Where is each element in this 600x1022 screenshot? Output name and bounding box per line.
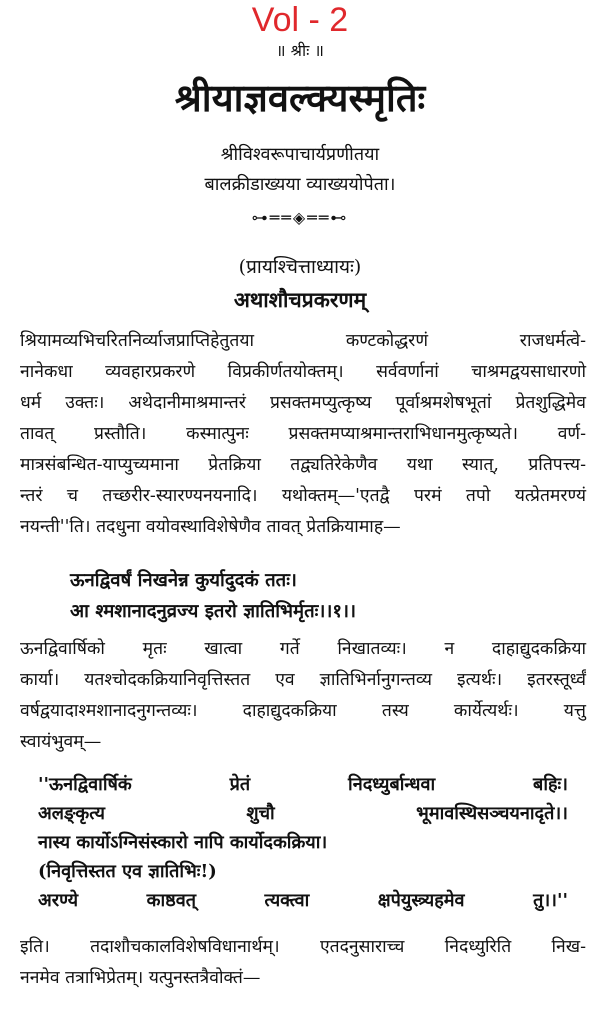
volume-label: Vol - 2 <box>251 1 349 39</box>
quote-line: ''ऊनद्विवार्षिकं प्रेतं निदध्युर्बान्धवा बहिः। <box>38 774 568 795</box>
text-line: कार्या। यतश्चोदकक्रियानिवृत्तिस्तत एव ज्ञातिभिर्नानुगन्तव्य इत्यर्थः। इतरस्तूर्ध्वं <box>20 670 586 690</box>
verse-1 <box>70 565 570 627</box>
text-line: धर्म उक्तः। अथेदानीमाश्रमान्तरं प्रसक्तमप्युत्कृष्य पूर्वाश्रमशेषभूतां प्रेतशुद्धिमेव <box>20 393 586 413</box>
text-line: नानेकधा व्यवहारप्रकरणे विप्रकीर्णतयोक्तम्। सर्ववर्णानां चाश्रमद्वयसाधारणो <box>20 362 586 382</box>
text-line: इति। तदाशौचकालविशेषविधानार्थम्। एतदनुसाराच्च निदध्युरिति निख- <box>20 937 586 957</box>
text-line: न्तरं च तच्छरीर-स्यारण्यनयनादि। यथोक्तम्—'एतद्वै परमं तपो यत्प्रेतमरण्यं <box>20 486 586 506</box>
section-heading: अथाशौचप्रकरणम् <box>233 287 367 312</box>
text-line: ननमेव तत्राभिप्रेतम्। यत्पुनस्तत्रैवोक्तं— <box>20 968 261 988</box>
quote-line: अरण्ये काष्ठवत् त्यक्त्वा क्षपेयुस्त्र्यहमेव तु।।'' <box>38 890 568 911</box>
verse-line: ऊनद्विवर्षं निखनेन्न कुर्यादुदकं ततः। <box>70 570 297 591</box>
paragraph-1 <box>20 326 586 543</box>
paragraph-3 <box>20 932 586 994</box>
text-line: ऊनद्विवार्षिको मृतः खात्वा गर्ते निखातव्यः। न दाहाद्युदकक्रिया <box>20 639 586 659</box>
subtitle <box>0 140 600 200</box>
chapter-heading: (प्रायश्चित्ताध्यायः) <box>238 256 362 278</box>
paragraph-2 <box>20 634 586 758</box>
text-line: नयन्ती''ति। तदधुना वयोवस्थाविशेषेणैव तावत् प्रेतक्रियामाह— <box>20 517 401 537</box>
quote-line: (निवृत्तिस्तत एव ज्ञातिभिः!) <box>38 861 217 882</box>
quote-line: नास्य कार्योऽग्निसंस्कारो नापि कार्योदकक्रिया। <box>38 832 328 853</box>
subtitle-line: श्रीविश्वरूपाचार्यप्रणीतया <box>220 144 380 165</box>
shri-invocation: ॥ श्रीः ॥ <box>275 41 325 60</box>
quote-line: अलङ्कृत्य शुचौ भूमावस्थिसञ्चयनादृते।। <box>38 803 568 824</box>
quoted-verse <box>38 770 568 915</box>
text-line: मात्रसंबन्धित-याप्युच्यमाना प्रेतक्रिया तद्व्यतिरेकेणैव यथा स्यात्, प्रतिपत्त्य- <box>20 455 586 475</box>
ornament-divider: ⊶══◈══⊷ <box>251 208 349 227</box>
text-line: तावत् प्रस्तौति। कस्मात्पुनः प्रसक्तमप्याश्रमान्तराभिधानमुत्कृष्यते। वर्ण- <box>20 424 586 444</box>
text-line: वर्षद्वयादाश्मशानादनुगन्तव्यः। दाहाद्युदकक्रिया तस्य कार्येत्यर्थः। यत्तु <box>20 701 586 721</box>
text-line: स्वायंभुवम्— <box>20 732 102 752</box>
verse-line: आ श्मशानादनुव्रज्य इतरो ज्ञातिभिर्मृतः।।१।। <box>70 601 357 622</box>
subtitle-line: बालक्रीडाख्यया व्याख्ययोपेता। <box>204 174 396 195</box>
book-title: श्रीयाज्ञवल्क्यस्मृतिः <box>174 75 426 120</box>
text-line: श्रियामव्यभिचरितनिर्व्याजप्राप्तिहेतुतया कण्टकोद्धरणं राजधर्मत्वे- <box>20 331 586 351</box>
